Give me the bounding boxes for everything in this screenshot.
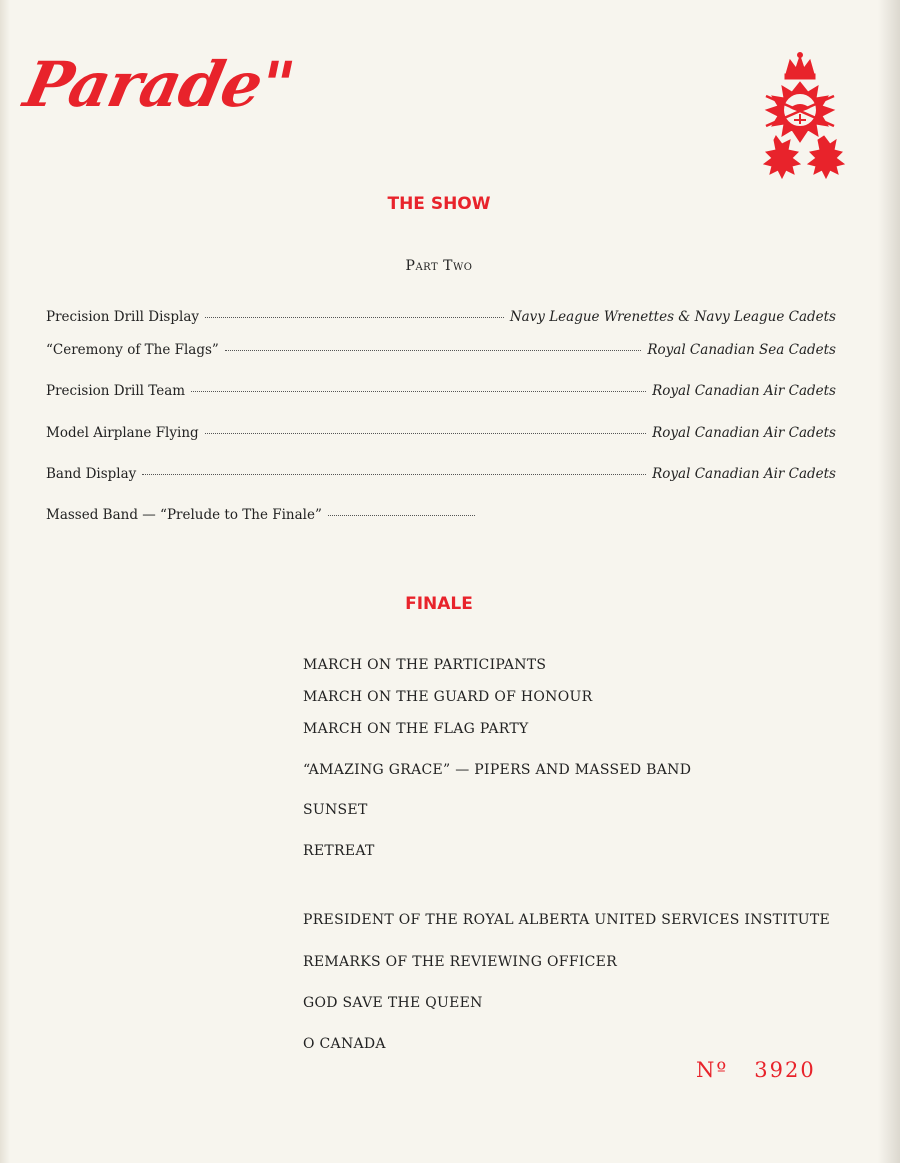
show-row — [46, 383, 836, 403]
show-item: Precision Drill Team — [46, 383, 186, 399]
show-row — [46, 507, 481, 527]
parade-title: Parade" — [18, 48, 300, 121]
show-item: Band Display — [46, 466, 137, 482]
show-performer: Royal Canadian Air Cadets — [652, 425, 836, 441]
dot-leader — [191, 391, 646, 392]
show-row — [46, 309, 836, 329]
page-edge — [878, 0, 900, 1163]
dot-leader — [205, 317, 504, 318]
show-performer: Royal Canadian Sea Cadets — [647, 342, 836, 358]
show-item: “Ceremony of The Flags” — [46, 342, 219, 358]
dot-leader — [225, 350, 642, 351]
serial-number — [696, 1058, 816, 1082]
show-row — [46, 342, 836, 362]
dot-leader — [142, 474, 646, 475]
finale-item: GOD SAVE THE QUEEN — [303, 995, 483, 1011]
canadian-forces-emblem-icon — [752, 52, 848, 180]
show-item: Massed Band — “Prelude to The Finale” — [46, 507, 322, 523]
dot-leader — [205, 433, 646, 434]
finale-item: PRESIDENT OF THE ROYAL ALBERTA UNITED SERVICES INSTITUTE — [303, 912, 831, 928]
show-row — [46, 425, 836, 445]
dot-leader — [328, 515, 475, 516]
finale-item: SUNSET — [303, 802, 368, 818]
part-label: Part Two — [405, 258, 473, 274]
show-performer: Royal Canadian Air Cadets — [652, 466, 836, 482]
show-item: Model Airplane Flying — [46, 425, 199, 441]
finale-item: “AMAZING GRACE” — PIPERS AND MASSED BAND — [303, 762, 692, 778]
finale-item: O CANADA — [303, 1036, 386, 1052]
show-heading: THE SHOW — [387, 194, 491, 214]
finale-heading: FINALE — [405, 594, 473, 614]
finale-item: MARCH ON THE FLAG PARTY — [303, 721, 529, 737]
finale-item: MARCH ON THE PARTICIPANTS — [303, 657, 547, 673]
show-row — [46, 466, 836, 486]
show-performer: Royal Canadian Air Cadets — [652, 383, 836, 399]
finale-item: MARCH ON THE GUARD OF HONOUR — [303, 689, 593, 705]
show-performer: Navy League Wrenettes & Navy League Cadets — [509, 309, 836, 325]
serial-value: 3920 — [754, 1058, 816, 1082]
finale-item: RETREAT — [303, 843, 375, 859]
binding-edge — [0, 0, 10, 1163]
finale-item: REMARKS OF THE REVIEWING OFFICER — [303, 954, 618, 970]
serial-prefix: Nº — [696, 1058, 729, 1082]
show-item: Precision Drill Display — [46, 309, 199, 325]
